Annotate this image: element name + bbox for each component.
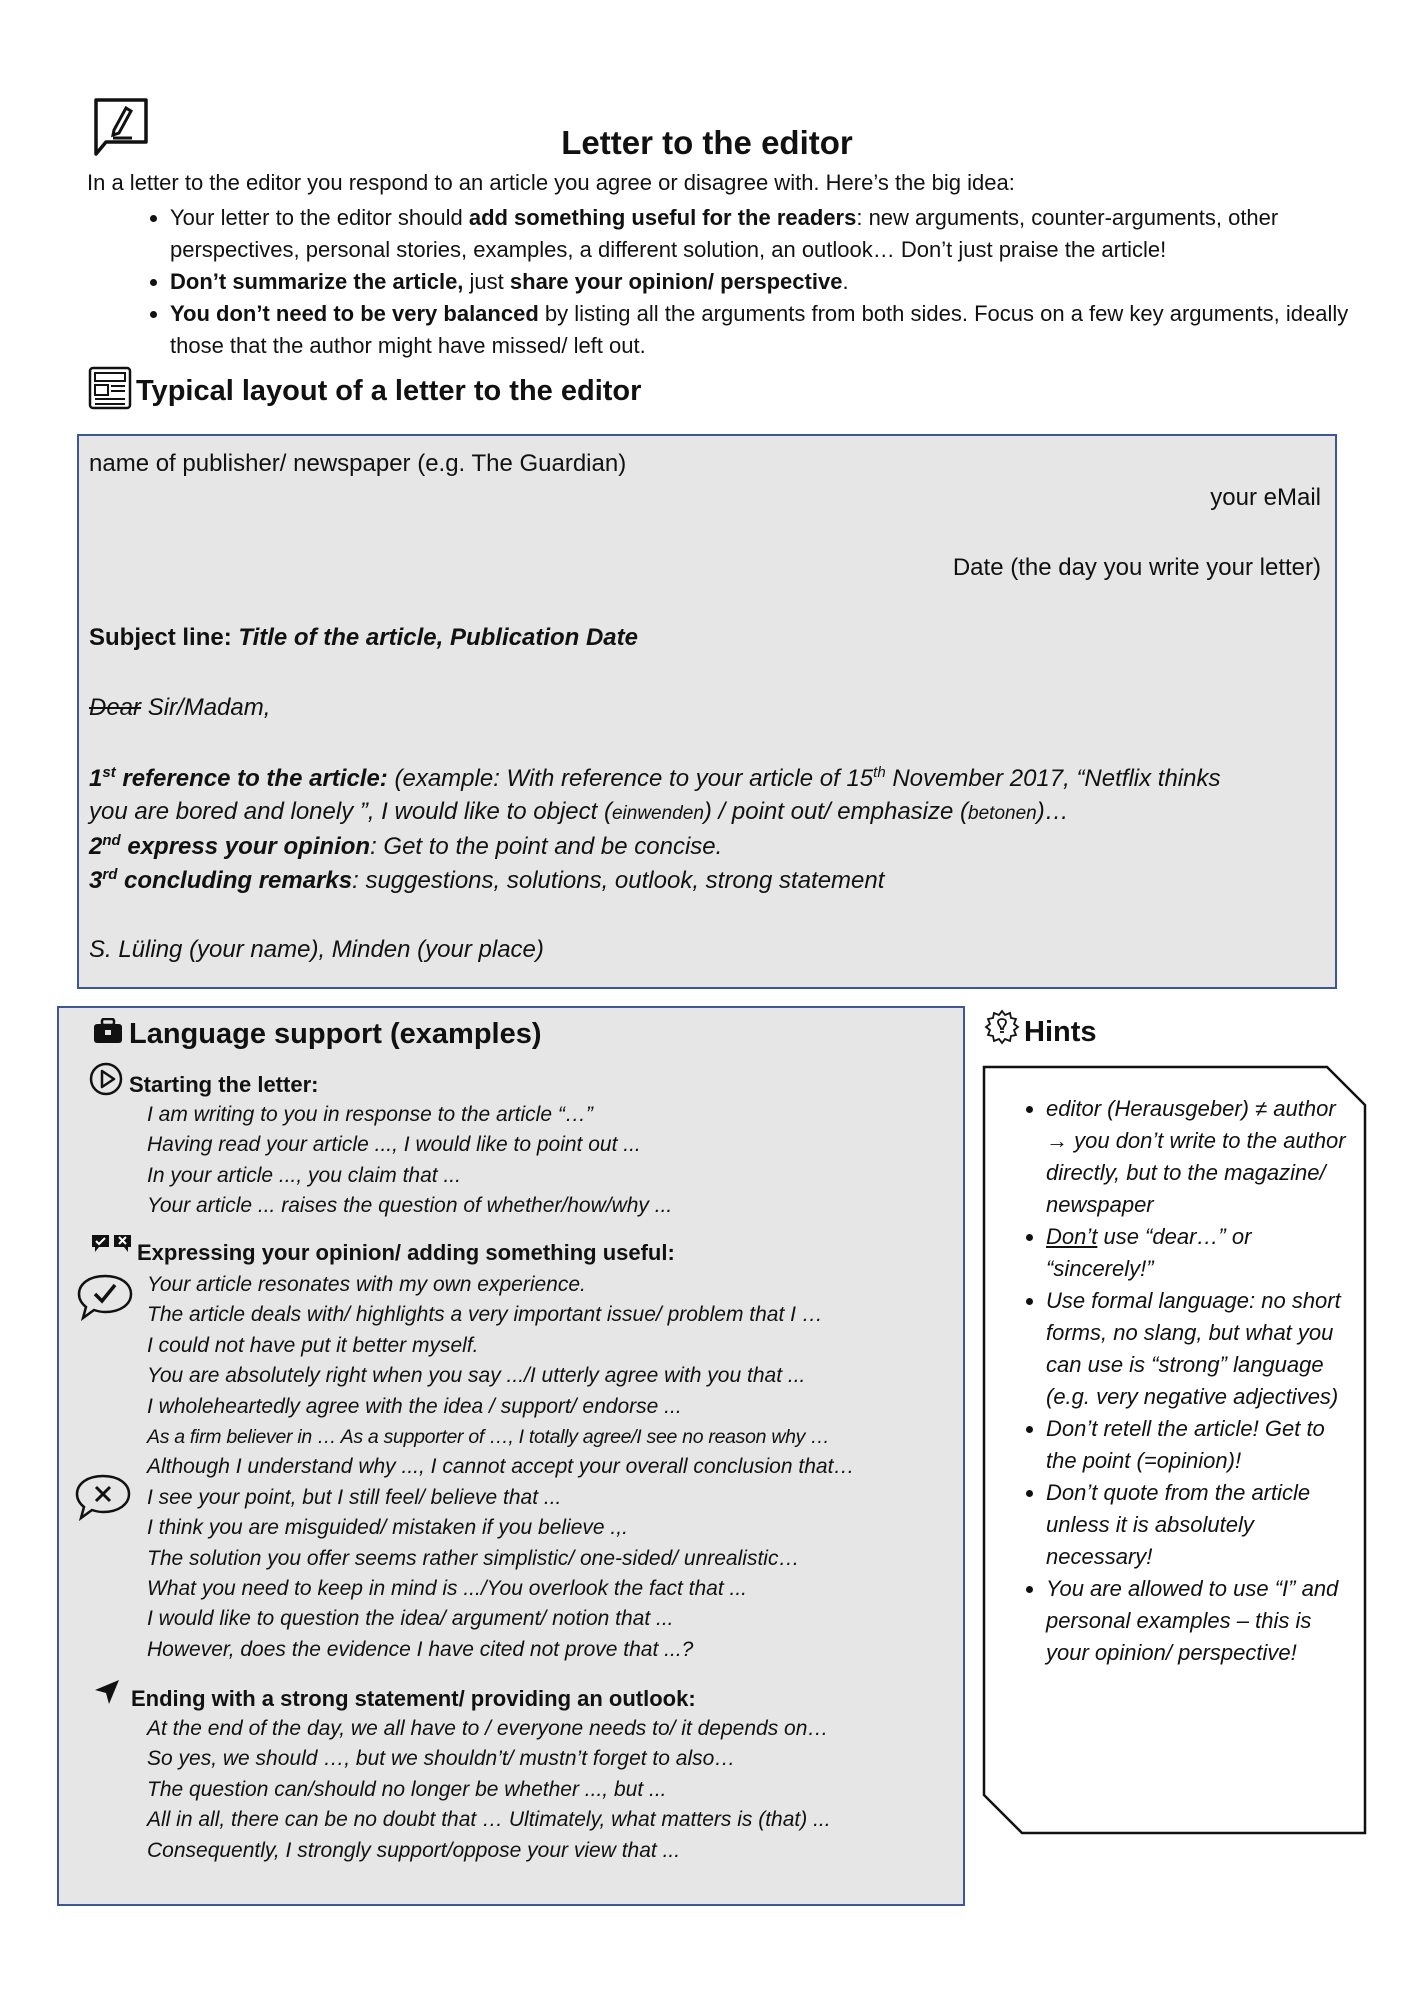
language-support-heading: Language support (examples) (129, 1018, 542, 1050)
list-item: However, does the evidence I have cited not prove that ...? (147, 1637, 694, 1661)
subject-line: Subject line: Title of the article, Publication Date (89, 624, 638, 651)
list-item: All in all, there can be no doubt that … Ultimately, what matters is (that) ... (147, 1808, 831, 1832)
list-item: • Don’t use “dear…” or “sincerely!” (1046, 1221, 1346, 1285)
list-item: You are absolutely right when you say .../I utterly agree with you that ... (147, 1364, 806, 1388)
list-item: • You don’t need to be very balanced by listing all the arguments from both sides. Focus on a few key arguments, ideally those that the author might have missed/ left out. (170, 298, 1380, 362)
list-item: I would like to question the idea/ argument/ notion that ... (147, 1607, 674, 1631)
briefcase-icon (93, 1018, 123, 1044)
publisher-line: name of publisher/ newspaper (e.g. The Guardian) (89, 450, 627, 477)
ending-heading: Ending with a strong statement/ providing an outlook: (131, 1686, 696, 1711)
list-item: I could not have put it better myself. (147, 1333, 479, 1357)
list-item: Your article ... raises the question of whether/how/why ... (147, 1194, 673, 1218)
list-item: • editor (Herausgeber) ≠ author → you don’t write to the author directly, but to the magazine/ newspaper (1046, 1093, 1346, 1221)
list-item: Your article resonates with my own experience. (147, 1273, 586, 1296)
list-item: The question can/should no longer be whether ..., but ... (147, 1777, 667, 1801)
list-item: I see your point, but I still feel/ believe that ... (147, 1485, 562, 1509)
layout-heading: Typical layout of a letter to the editor (136, 375, 642, 407)
hints-heading: Hints (1024, 1016, 1097, 1048)
salutation-line: Dear Sir/Madam, (89, 694, 271, 721)
intro-text: In a letter to the editor you respond to an article you agree or disagree with. Here’s the big idea: (87, 170, 1015, 195)
hints-box (982, 1065, 1367, 1835)
list-item: What you need to keep in mind is .../You overlook the fact that ... (147, 1577, 748, 1601)
opinion-heading: Expressing your opinion/ adding something useful: (137, 1240, 675, 1265)
ending-phrases (147, 1714, 831, 1866)
list-item: Although I understand why ..., I cannot accept your overall conclusion that… (147, 1455, 855, 1479)
starting-heading: Starting the letter: (129, 1072, 319, 1097)
disagree-speech-icon (73, 1472, 133, 1522)
opinion-line: 2nd express your opinion: Get to the point and be concise. (89, 832, 723, 860)
list-item: Consequently, I strongly support/oppose your view that ... (147, 1838, 681, 1862)
list-item: • Use formal language: no short forms, no slang, but what you can use is “strong” language (e.g. very negative adjectives) (1046, 1285, 1346, 1413)
starting-phrases (147, 1100, 672, 1222)
signature-line: S. Lüling (your name), Minden (your place) (89, 936, 544, 963)
hints-list (1024, 1093, 1346, 1669)
list-item: I think you are misguided/ mistaken if you believe .,. (147, 1516, 628, 1540)
list-item: • Don’t retell the article! Get to the point (=opinion)! (1046, 1413, 1346, 1477)
list-item: • You are allowed to use “I” and personal examples – this is your opinion/ perspective! (1046, 1573, 1346, 1669)
reference-line: 1st reference to the article: (example: With reference to your article of 15th November 2017, “Netflix thinks (89, 764, 1221, 792)
list-item: Having read your article ..., I would like to point out ... (147, 1133, 641, 1157)
list-item: • Your letter to the editor should add something useful for the readers: new arguments, counter-arguments, other perspectives, personal stories, examples, a different solution, an outlook… Don’t just praise the article! (170, 202, 1380, 266)
list-item: In your article ..., you claim that ... (147, 1163, 461, 1187)
opinion-phrases (147, 1270, 854, 1665)
list-item: The article deals with/ highlights a very important issue/ problem that I … (147, 1303, 823, 1327)
chat-check-cross-icon (91, 1234, 133, 1254)
list-item: I wholeheartedly agree with the idea / support/ endorse ... (147, 1394, 682, 1418)
big-idea-list (130, 202, 1380, 362)
list-item: • Don’t summarize the article, just share your opinion/ perspective. (170, 266, 1380, 298)
layout-example-box (77, 434, 1337, 989)
reference-line-2: you are bored and lonely ”, I would like to object (einwenden) / point out/ emphasize (betonen)… (89, 798, 1069, 825)
send-arrow-icon (93, 1678, 121, 1706)
play-icon (89, 1062, 123, 1096)
page-title: Letter to the editor (561, 124, 853, 161)
conclusion-line: 3rd concluding remarks: suggestions, solutions, outlook, strong statement (89, 866, 885, 894)
list-item: So yes, we should …, but we shouldn’t/ mustn’t forget to also… (147, 1747, 736, 1771)
language-support-box (57, 1006, 965, 1906)
list-item: • Don’t quote from the article unless it is absolutely necessary! (1046, 1477, 1346, 1573)
lightbulb-icon (984, 1008, 1020, 1046)
list-item: The solution you offer seems rather simplistic/ one-sided/ unrealistic… (147, 1546, 800, 1570)
list-item: I am writing to you in response to the article “…” (147, 1103, 593, 1126)
agree-speech-icon (75, 1272, 135, 1322)
list-item: At the end of the day, we all have to / everyone needs to/ it depends on… (147, 1717, 829, 1740)
email-line: your eMail (1210, 484, 1321, 511)
list-item: As a firm believer in … As a supporter of …, I totally agree/I see no reason why … (147, 1426, 830, 1449)
date-line: Date (the day you write your letter) (952, 554, 1321, 581)
newspaper-icon (88, 366, 132, 410)
